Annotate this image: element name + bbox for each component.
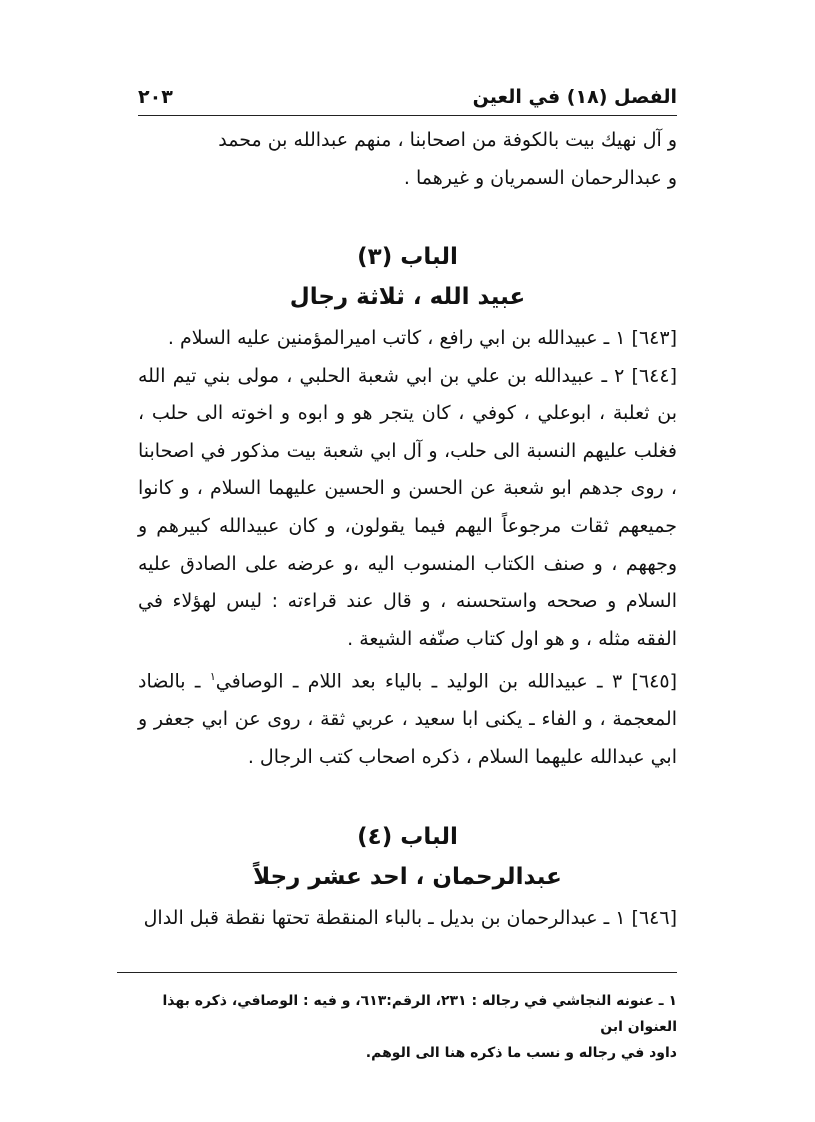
entry-text: ١ ـ عبيدالله بن ابي رافع ، كاتب اميرالمؤمنين عليه السلام . <box>167 327 626 349</box>
entry-number: [٦٤٤] <box>631 364 677 387</box>
footnotes <box>138 988 677 1066</box>
intro-line-1: و آل نهيك بيت بالكوفة من اصحابنا ، منهم عبدالله بن محمد <box>218 129 677 151</box>
entry-643 <box>138 320 677 358</box>
footnote-mark: ١ <box>209 670 216 684</box>
entry-646 <box>138 900 677 938</box>
footnote-line-1: ١ ـ عنونه النجاشي في رجاله : ٢٣١، الرقم:٦١٣، و فيه : الوصافي، ذكره بهذا العنوان ابن <box>162 993 677 1035</box>
chapter-4-title: الباب (٤) <box>357 824 458 850</box>
entry-text: ٣ ـ عبيدالله بن الوليد ـ بالياء بعد اللام ـ الوصافي <box>215 670 623 693</box>
chapter-3-entries <box>138 320 677 776</box>
entry-text: ١ ـ عبدالرحمان بن بديل ـ بالباء المنقطة تحتها نقطة قبل الدال <box>143 907 626 929</box>
intro-text <box>138 122 677 197</box>
page-header <box>138 82 677 116</box>
page-number: ٢٠٣ <box>138 86 173 108</box>
chapter-3-title: الباب (٣) <box>357 244 458 270</box>
footnote-rule <box>117 972 677 973</box>
chapter-3-subtitle: عبيد الله ، ثلاثة رجال <box>289 284 526 310</box>
header-rule <box>138 115 677 116</box>
entry-number: [٦٤٥] <box>631 670 677 693</box>
entry-text: ٢ ـ عبيدالله بن علي بن ابي شعبة الحلبي ، مولى بني تيم الله بن ثعلبة ، ابوعلي ، كوفي ، كان يتجر هو و ابوه و اخوته الى حلب ، فغلب عليهم النسبة الى حلب، و آل ابي شعبة بيت مذكور في اصحابنا ، روى جدهم ابو شعبة عن الحسن و الحسين عليهما السلام ، و كانوا جميعهم ثقات مرجوعاً اليهم فيما يقولون، و كان عبيدالله كبيرهم و وجههم ، و صنف الكتاب المنسوب اليه ،و عرضه على الصادق عليه السلام و صححه واستحسنه ، و قال عند قراءته : ليس لهؤلاء في الفقه مثله ، و هو اول كتاب صنّفه الشيعة . <box>138 364 677 650</box>
intro-line-2: و عبدالرحمان السمريان و غيرهما . <box>403 166 677 189</box>
chapter-4-entries <box>138 900 677 938</box>
entry-number: [٦٤٣] <box>631 327 677 349</box>
footnote-line-2: داود في رجاله و نسب ما ذكره هنا الى الوهم. <box>365 1045 677 1061</box>
entry-645 <box>138 658 677 776</box>
entry-text-continued: ـ بالضاد المعجمة ، و الفاء ـ يكنى ابا سعيد ، عربي ثقة ، روى عن ابي جعفر و ابي عبدالله عليهما السلام ، ذكره اصحاب كتب الرجال . <box>138 670 677 768</box>
running-head: الفصل (١٨) في العين <box>472 86 677 108</box>
entry-644 <box>138 358 677 659</box>
chapter-4-subtitle: عبدالرحمان ، احد عشر رجلاً <box>253 864 562 890</box>
entry-number: [٦٤٦] <box>631 907 677 929</box>
